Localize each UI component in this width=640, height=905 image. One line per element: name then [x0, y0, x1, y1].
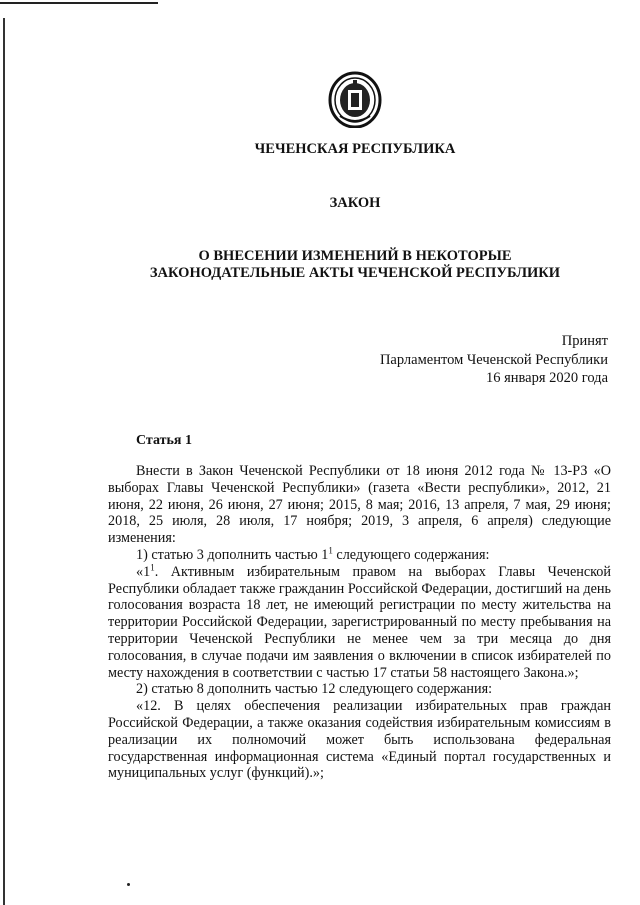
item-1	[108, 547, 611, 564]
item-1-text-end: следующего содержания:	[332, 546, 490, 563]
quote-1-start: «1	[136, 563, 151, 580]
quote-2: «12. В целях обеспечения реализации избирательных прав граждан Российской Федерации, а также оказания содействия избирательным комиссиям в реализации их полномочий может быть использована федеральная государственная информационная система «Единый портал государственных и муниципальных услуг (функций).»;	[108, 698, 611, 782]
item-1-text: 1) статью 3 дополнить частью 1	[136, 546, 329, 563]
item-2: 2) статью 8 дополнить частью 12 следующего содержания:	[136, 681, 493, 698]
adoption-line-1: Принят	[561, 333, 608, 349]
quote-1	[108, 564, 611, 682]
coat-of-arms-emblem	[328, 70, 382, 128]
adoption-date: 16 января 2020 года	[485, 370, 608, 386]
intro-paragraph: Внести в Закон Чеченской Республики от 18 июня 2012 года № 13-РЗ «О выборах Главы Чеченской Республики» (газета «Вести республики», 2012, 21 июня, 22 июня, 26 июня, 27 июня; 2015, 8 мая; 2016, 13 апреля, 7 мая, 29 июня; 2018, 25 июля, 28 июля, 17 ноября; 2019, 3 апреля, 6 апреля) следующие изменения:	[108, 463, 611, 547]
article-body	[108, 463, 611, 782]
law-title-line-2: ЗАКОНОДАТЕЛЬНЫЕ АКТЫ ЧЕЧЕНСКОЙ РЕСПУБЛИКИ	[149, 265, 561, 281]
document-type-heading: ЗАКОН	[329, 195, 381, 211]
scan-edge-top	[0, 2, 158, 4]
law-title	[0, 248, 640, 282]
article-heading: Статья 1	[136, 433, 192, 448]
scan-speck	[127, 883, 130, 886]
law-title-line-1: О ВНЕСЕНИИ ИЗМЕНЕНИЙ В НЕКОТОРЫЕ	[198, 248, 512, 264]
quote-1-text: . Активным избирательным правом на выборах Главы Чеченской Республики обладает также гражданин Российской Федерации, достигший на день голосования возраста 18 лет, не имеющий регистрации по месту жительства на территории Российской Федерации, зарегистрированный по месту пребывания на территории Чеченской Республики не менее чем за три месяца до дня голосования, в случае подачи им заявления о включении в список избирателей по месту нахождения в соответствии с частью 17 статьи 58 настоящего Закона.»;	[108, 563, 611, 681]
adoption-line-2: Парламентом Чеченской Республики	[379, 351, 608, 368]
republic-heading: ЧЕЧЕНСКАЯ РЕСПУБЛИКА	[254, 141, 456, 157]
item-1-sup: 1	[328, 545, 333, 556]
adoption-block	[380, 332, 608, 388]
quote-1-sup: 1	[150, 562, 155, 573]
